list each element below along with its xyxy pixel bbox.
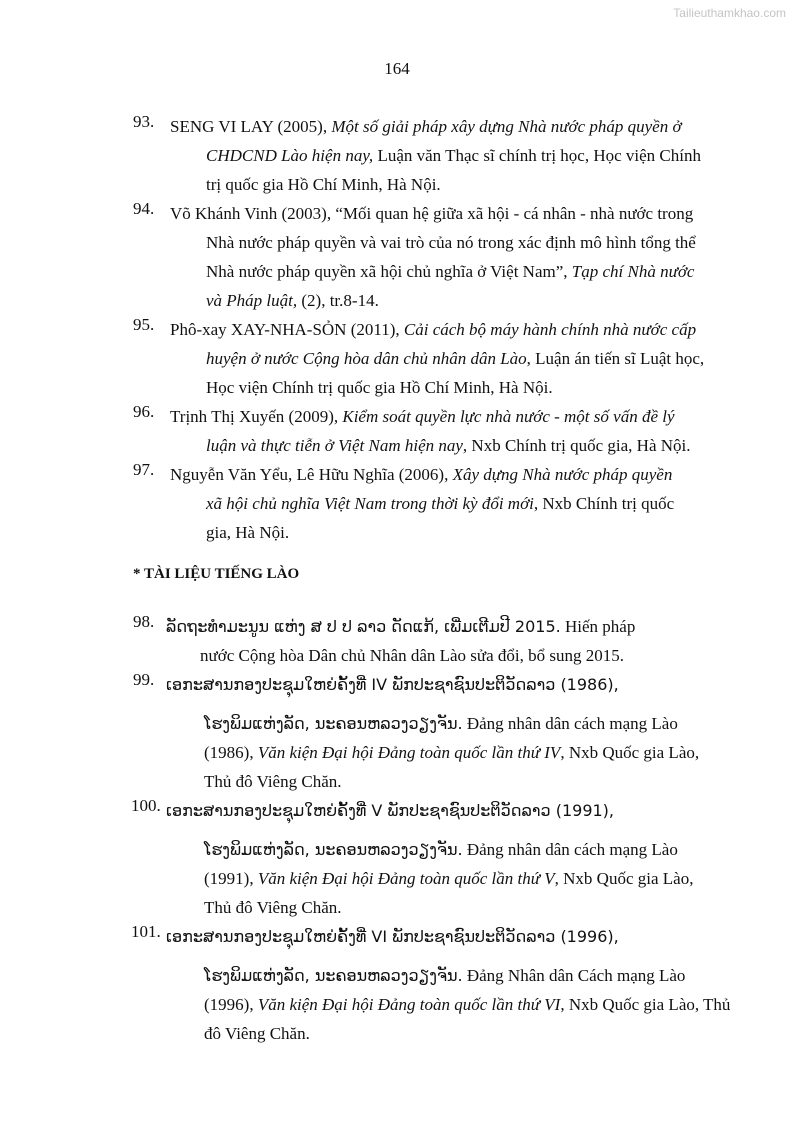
reference-number: 94. [133,199,155,218]
text-run: , Nxb Quốc gia Lào, Thủ [560,995,731,1014]
text-run: , Nxb Chính trị quốc gia, Hà Nội. [462,436,691,455]
reference-number: 98. [133,612,155,631]
italic-title: Một số giải pháp xây dựng Nhà nước pháp quyền ở [331,117,682,136]
lao-text: ເອກະສານກອງປະຊຸມໃຫຍ່ຄັ້ງທີ່ IV ພັກປະຊາຊົນປະຕິວັດລາວ (1986), [166,675,619,694]
italic-title: CHDCND Lào hiện nay, [206,146,374,165]
text-run: Trịnh Thị Xuyến (2009), [170,407,343,426]
reference-line [0,518,794,547]
reference-line [0,257,794,286]
reference-line [0,489,794,518]
reference-number: 99. [133,670,155,689]
text-run: Đảng nhân dân cách mạng Lào [462,840,678,859]
reference-line [0,141,794,170]
italic-title: Tạp chí Nhà nước [571,262,695,281]
reference-entry [0,460,794,547]
reference-line [0,315,794,344]
reference-line [0,641,794,670]
text-run: Đảng nhân dân cách mạng Lào [462,714,678,733]
italic-title: và Pháp luật, [206,291,298,310]
italic-title: Kiểm soát quyền lực nhà nước - một số vấn đề lý [342,407,675,426]
reference-line [0,228,794,257]
text-run: (1996), [204,995,258,1014]
reference-line [0,767,794,796]
text-run: SENG VI LAY (2005), [170,117,332,136]
text-run: Hiến pháp [560,617,636,636]
text-run: Luận văn Thạc sĩ chính trị học, Học viện Chính [373,146,701,165]
reference-line [0,922,794,951]
reference-line [0,612,794,641]
reference-line [0,402,794,431]
reference-number: 97. [133,460,155,479]
text-run: (1986), [204,743,258,762]
text-run: trị quốc gia Hồ Chí Minh, Hà Nội. [206,175,441,194]
reference-line [0,286,794,315]
text-run: Nguyễn Văn Yểu, Lê Hữu Nghĩa (2006), [170,465,453,484]
text-run: đô Viêng Chăn. [204,1024,310,1043]
lao-text: ເອກະສານກອງປະຊຸມໃຫຍ່ຄັ້ງທີ່ VI ພັກປະຊາຊົນປະຕິວັດລາວ (1996), [166,927,619,946]
reference-entry [0,199,794,315]
text-run: Thủ đô Viêng Chăn. [204,772,342,791]
reference-entry [0,670,794,796]
italic-title: Văn kiện Đại hội Đảng toàn quốc lần thứ IV [257,743,561,762]
text-run: , Nxb Quốc gia Lào, [560,743,700,762]
text-run: Đảng Nhân dân Cách mạng Lào [462,966,686,985]
italic-title: Văn kiện Đại hội Đảng toàn quốc lần thứ V [257,869,555,888]
text-run: (1991), [204,869,258,888]
watermark-text: Tailieuthamkhao.com [673,6,786,20]
text-run: (2), tr.8-14. [297,291,379,310]
text-run: Phô-xay XAY-NHA-SỎN (2011), [170,320,404,339]
text-run: gia, Hà Nội. [206,523,290,542]
reference-line [0,990,794,1019]
reference-number: 96. [133,402,155,421]
italic-title: Văn kiện Đại hội Đảng toàn quốc lần thứ VI [257,995,561,1014]
reference-line [0,344,794,373]
lao-text: ໂຮງພິມແຫ່ງລັດ, ນະຄອນຫລວງວຽງຈັນ. [204,714,463,733]
lao-text: ລັດຖະທຳມະນູນ ແຫ່ງ ສ ປ ປ ລາວ ດັດແກ້, ເພີ່ມເຕີມປີ 2015. [166,617,561,636]
italic-title: xã hội chủ nghĩa Việt Nam trong thời kỳ đổi mới [206,494,534,513]
lao-text: ເອກະສານກອງປະຊຸມໃຫຍ່ຄັ້ງທີ່ V ພັກປະຊາຊົນປະຕິວັດລາວ (1991), [166,801,615,820]
italic-title: Xây dựng Nhà nước pháp quyền [452,465,673,484]
text-run: Nhà nước pháp quyền xã hội chủ nghĩa ở Việt Nam”, [206,262,572,281]
text-run: , Nxb Quốc gia Lào, [554,869,694,888]
page-number: 164 [384,59,410,78]
reference-number: 95. [133,315,155,334]
text-run: , Luận án tiến sĩ Luật học, [526,349,705,368]
text-run: Học viện Chính trị quốc gia Hồ Chí Minh, Hà Nội. [206,378,553,397]
text-run: , Nxb Chính trị quốc [533,494,675,513]
reference-list-vietnamese [0,112,794,547]
reference-line [0,1019,794,1048]
reference-entry [0,612,794,670]
reference-line [0,170,794,199]
reference-entry [0,315,794,402]
reference-line [0,961,794,990]
reference-entry [0,402,794,460]
reference-entry [0,112,794,199]
reference-number: 100. [131,796,161,815]
reference-line [0,199,794,228]
text-run: Thủ đô Viêng Chăn. [204,898,342,917]
reference-number: 93. [133,112,155,131]
italic-title: Cải cách bộ máy hành chính nhà nước cấp [403,320,697,339]
text-run: Võ Khánh Vinh (2003), “Mối quan hệ giữa xã hội - cá nhân - nhà nước trong [170,204,694,223]
reference-line [0,709,794,738]
reference-line [0,738,794,767]
lao-text: ໂຮງພິມແຫ່ງລັດ, ນະຄອນຫລວງວຽງຈັນ. [204,840,463,859]
italic-title: luận và thực tiễn ở Việt Nam hiện nay [206,436,463,455]
reference-entry [0,922,794,1048]
lao-text: ໂຮງພິມແຫ່ງລັດ, ນະຄອນຫລວງວຽງຈັນ. [204,966,463,985]
reference-line [0,460,794,489]
reference-line [0,864,794,893]
text-run: Nhà nước pháp quyền và vai trò của nó trong xác định mô hình tổng thể [206,233,696,252]
reference-line [0,670,794,699]
reference-line [0,796,794,825]
reference-line [0,112,794,141]
reference-line [0,373,794,402]
italic-title: huyện ở nước Cộng hòa dân chủ nhân dân Lào [206,349,527,368]
reference-entry [0,796,794,922]
text-run: nước Cộng hòa Dân chủ Nhân dân Lào sửa đổi, bổ sung 2015. [200,646,625,665]
reference-line [0,431,794,460]
reference-number: 101. [131,922,161,941]
reference-list-lao [0,612,794,1048]
section-heading: * TÀI LIỆU TIẾNG LÀO [133,566,300,582]
reference-line [0,835,794,864]
reference-line [0,893,794,922]
